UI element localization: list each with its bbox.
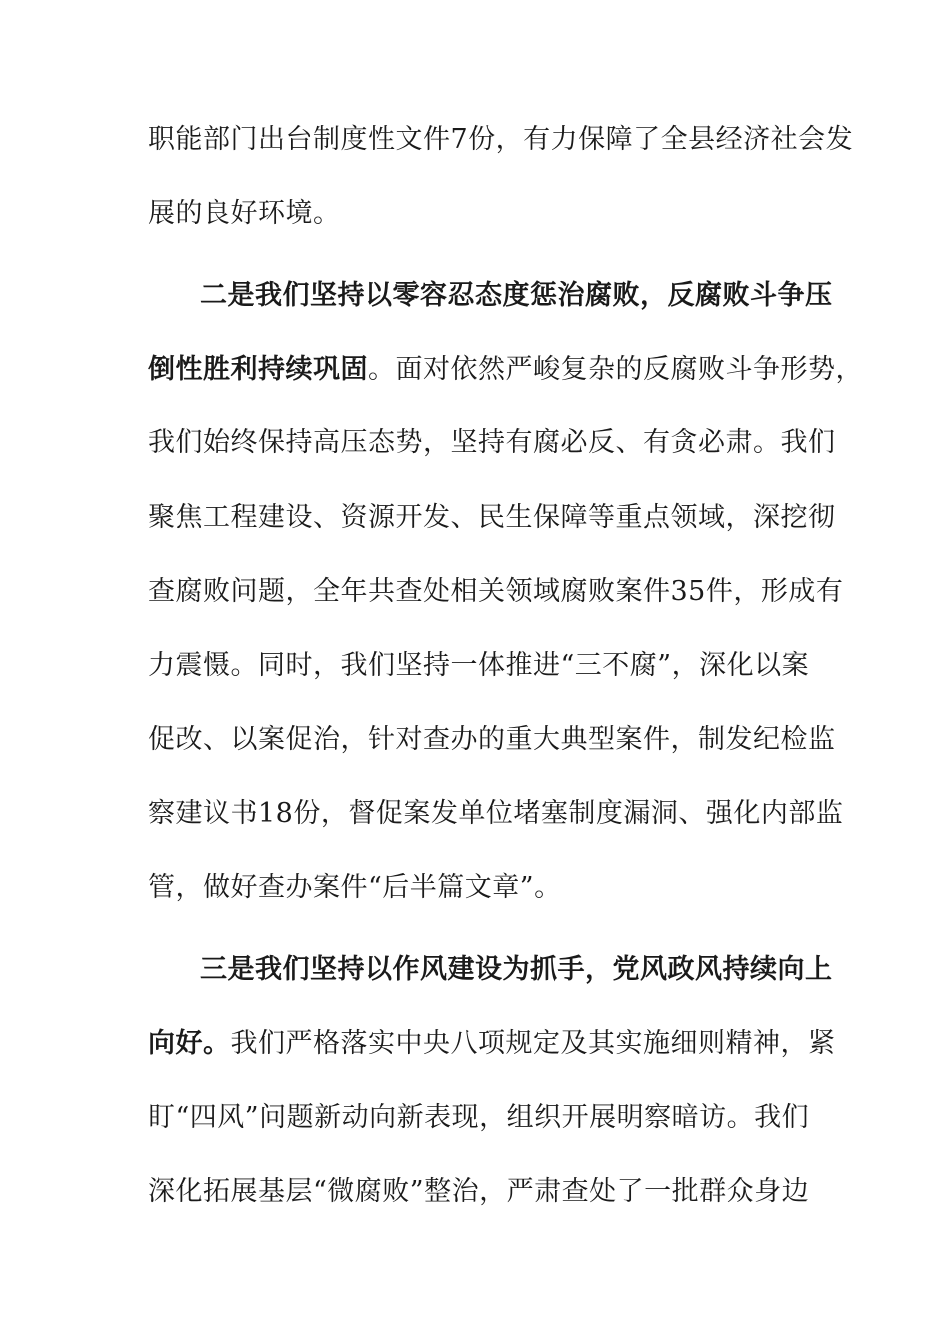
paragraph-1-line-2 [148,194,828,234]
paragraph-2-line-5 [148,572,844,612]
paragraph-3-line-3 [148,1098,828,1138]
paragraph-2-line-9 [148,868,828,908]
text-line: 察建议书18份，督促案发单位堵塞制度漏洞、强化内部监 [148,798,844,829]
heading-text: 二是我们坚持以零容忍态度惩治腐败，反腐败斗争压 [200,280,833,311]
text-line: 展的良好环境。 [148,198,341,229]
paragraph-2-line-7 [148,720,836,760]
heading-text: 向好。 [148,1028,231,1059]
text-line: 职能部门出台制度性文件7份，有力保障了全县经济社会发 [148,124,854,155]
paragraph-2-line-8 [148,794,844,834]
paragraph-2-line-3 [148,423,836,463]
text-line: 聚焦工程建设、资源开发、民生保障等重点领域，深挖彻 [148,502,836,533]
paragraph-3-line-2 [148,1024,836,1064]
text-line: 盯“四风”问题新动向新表现，组织开展明察暗访。我们 [148,1102,810,1133]
paragraph-2-line-6 [148,646,828,686]
text-line: 力震慑。同时，我们坚持一体推进“三不腐”，深化以案 [148,650,810,681]
text-line: 促改、以案促治，针对查办的重大典型案件，制发纪检监 [148,724,836,755]
text-line: 我们严格落实中央八项规定及其实施细则精神，紧 [230,1028,836,1059]
text-line: 查腐败问题，全年共查处相关领域腐败案件35件，形成有 [148,576,844,607]
paragraph-3-heading-line-1 [200,950,833,990]
text-line: 。面对依然严峻复杂的反腐败斗争形势， [368,354,863,385]
paragraph-1-line-1 [148,120,854,160]
text-line: 管，做好查办案件“后半篇文章”。 [148,872,562,903]
heading-text: 倒性胜利持续巩固 [148,354,368,385]
paragraph-2-line-2 [148,350,863,390]
text-line: 我们始终保持高压态势，坚持有腐必反、有贪必肃。我们 [148,427,836,458]
paragraph-2-heading-line-1 [200,276,833,316]
heading-text: 三是我们坚持以作风建设为抓手，党风政风持续向上 [200,954,833,985]
text-line: 深化拓展基层“微腐败”整治，严肃查处了一批群众身边 [148,1176,810,1207]
paragraph-2-line-4 [148,498,836,538]
paragraph-3-line-4 [148,1172,828,1212]
